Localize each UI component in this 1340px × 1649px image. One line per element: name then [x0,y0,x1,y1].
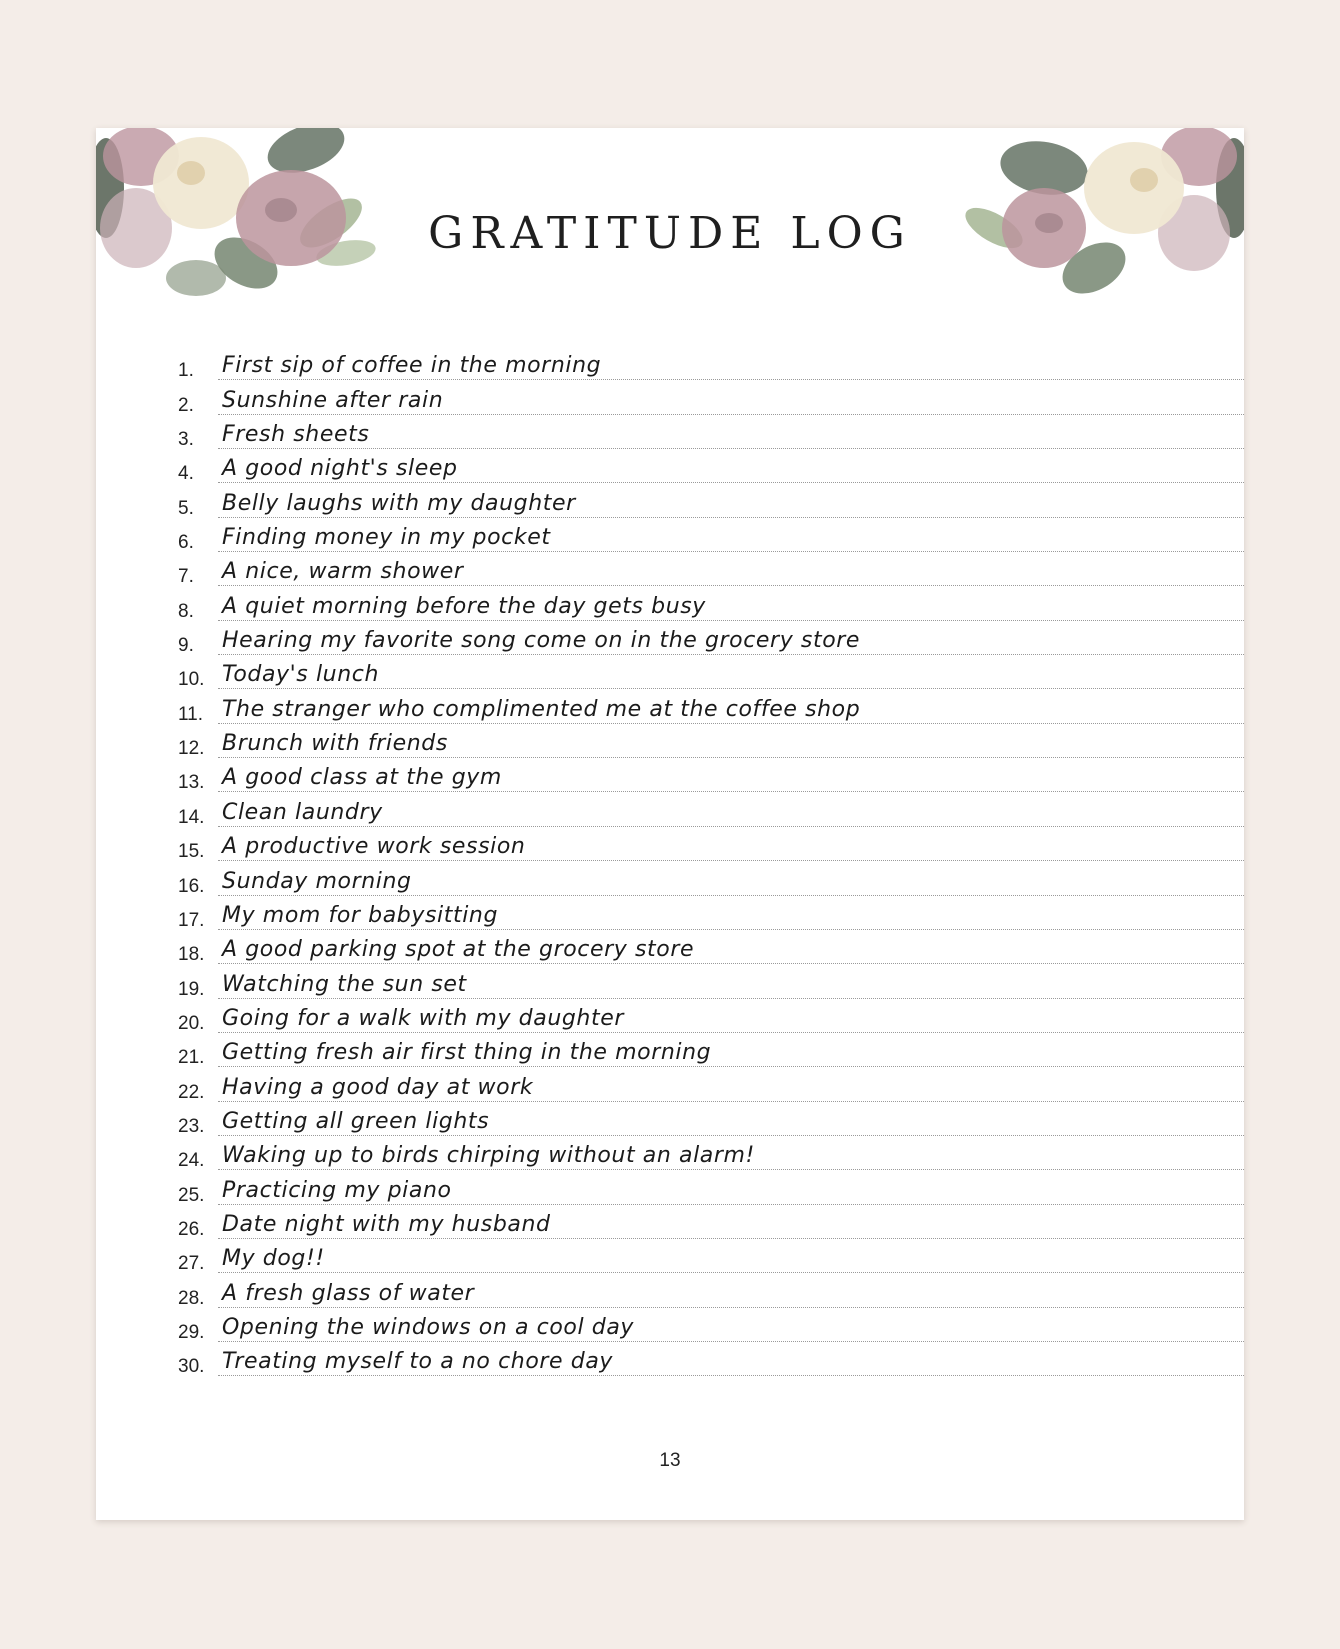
entry-number: 28. [178,1287,205,1309]
entry-number: 10. [178,669,205,691]
entry-text: My mom for babysitting [222,902,499,928]
entry-number: 6. [178,532,194,554]
entry-number: 3. [178,429,194,451]
entry-text: A nice, warm shower [222,559,464,585]
gratitude-entry [178,792,1244,826]
gratitude-entry [178,999,1244,1033]
gratitude-entry [178,1342,1244,1376]
entry-number: 5. [178,497,194,519]
entry-number: 19. [178,978,205,1000]
entry-number: 4. [178,463,194,485]
entry-text: Practicing my piano [222,1177,452,1203]
entry-text: Treating myself to a no chore day [222,1349,614,1375]
entry-number: 7. [178,566,194,588]
entry-number: 17. [178,909,205,931]
gratitude-entry [178,655,1244,689]
entry-number: 14. [178,806,205,828]
gratitude-entry [178,1308,1244,1342]
entry-number: 27. [178,1253,205,1275]
entry-number: 11. [178,703,204,725]
gratitude-entry [178,346,1244,380]
gratitude-entry [178,1033,1244,1067]
gratitude-entry [178,1170,1244,1204]
entry-number: 9. [178,635,194,657]
entry-text: Opening the windows on a cool day [222,1314,635,1340]
page-number: 13 [659,1450,681,1471]
gratitude-entry [178,449,1244,483]
entry-text: Clean laundry [222,799,383,825]
entry-text: A quiet morning before the day gets busy [222,593,706,619]
entry-number: 2. [178,394,194,416]
entry-text: Getting fresh air first thing in the morning [222,1040,712,1066]
entry-text: The stranger who complimented me at the coffee shop [222,696,861,722]
entry-text: Finding money in my pocket [222,525,551,551]
gratitude-entry [178,1239,1244,1273]
gratitude-entry [178,621,1244,655]
entry-text: Fresh sheets [222,422,370,448]
entry-text: Hearing my favorite song come on in the grocery store [222,628,861,654]
entry-text: Watching the sun set [222,971,467,997]
entry-text: A good night's sleep [222,456,458,482]
gratitude-entry [178,827,1244,861]
entry-number: 1. [178,360,194,382]
entry-text: Today's lunch [222,662,379,688]
gratitude-entry [178,518,1244,552]
entry-number: 29. [178,1321,205,1343]
gratitude-entry [178,586,1244,620]
gratitude-entry [178,415,1244,449]
entry-number: 12. [178,738,205,760]
entry-text: A fresh glass of water [222,1280,475,1306]
entry-number: 15. [178,841,205,863]
gratitude-entry [178,896,1244,930]
entry-number: 22. [178,1081,205,1103]
gratitude-entry [178,380,1244,414]
entry-number: 16. [178,875,205,897]
entry-number: 18. [178,944,205,966]
entry-text: Waking up to birds chirping without an alarm! [222,1143,755,1169]
entry-text: A good class at the gym [222,765,502,791]
entry-number: 20. [178,1012,205,1034]
entry-text: A productive work session [222,834,526,860]
page-title: GRATITUDE LOG [428,208,912,259]
entry-number: 8. [178,600,194,622]
entry-text: My dog!! [222,1246,325,1272]
gratitude-entry [178,483,1244,517]
entry-number: 26. [178,1218,205,1240]
entry-text: Getting all green lights [222,1108,490,1134]
entry-text: Brunch with friends [222,731,448,757]
gratitude-entry [178,964,1244,998]
entry-number: 25. [178,1184,205,1206]
gratitude-entry [178,861,1244,895]
entry-number: 23. [178,1115,205,1137]
gratitude-entry [178,758,1244,792]
gratitude-entry [178,1102,1244,1136]
entry-number: 21. [178,1047,205,1069]
entry-number: 13. [178,772,205,794]
gratitude-list [178,346,1244,1376]
entry-text: A good parking spot at the grocery store [222,937,695,963]
entry-line [218,1375,1244,1376]
entry-text: Sunday morning [222,868,412,894]
gratitude-entry [178,1136,1244,1170]
entry-text: Having a good day at work [222,1074,534,1100]
journal-page [96,128,1244,1520]
entry-text: Belly laughs with my daughter [222,490,576,516]
gratitude-entry [178,1205,1244,1239]
entry-text: First sip of coffee in the morning [222,353,602,379]
gratitude-entry [178,552,1244,586]
gratitude-entry [178,689,1244,723]
entry-number: 24. [178,1150,205,1172]
gratitude-entry [178,930,1244,964]
entry-text: Going for a walk with my daughter [222,1005,624,1031]
gratitude-entry [178,1273,1244,1307]
entry-number: 30. [178,1356,205,1378]
entry-text: Sunshine after rain [222,387,444,413]
entry-text: Date night with my husband [222,1211,551,1237]
gratitude-entry [178,1067,1244,1101]
gratitude-entry [178,724,1244,758]
